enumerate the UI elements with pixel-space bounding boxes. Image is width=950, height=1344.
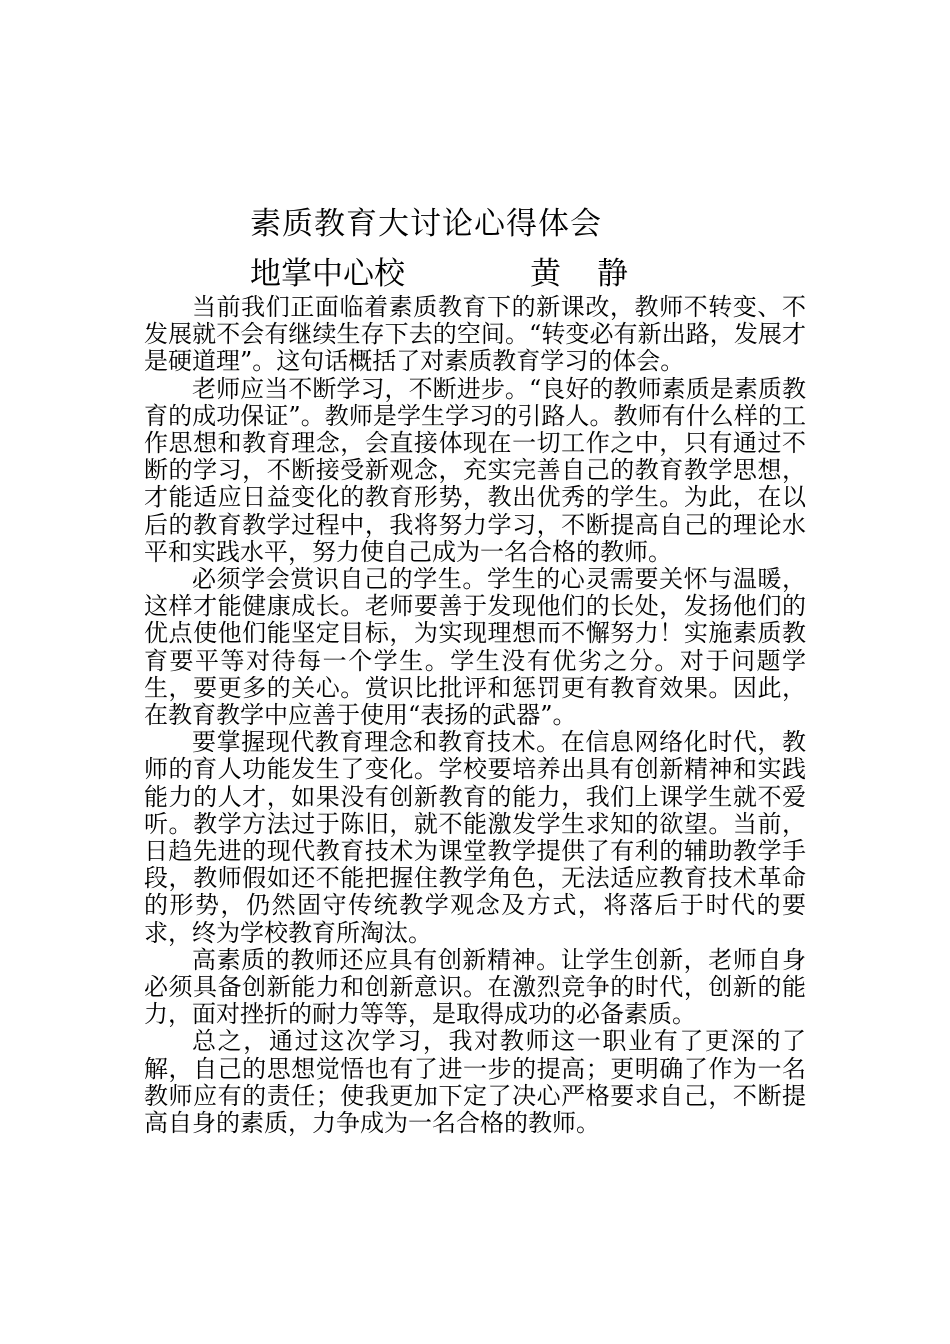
paragraph: 总之，通过这次学习，我对教师这一职业有了更深的了解，自己的思想觉悟也有了进一步的提高；更明确了作为一名教师应有的责任；使我更加下定了决心严格要求自己，不断提高自身的素质，力争成为一名合格的教师。 xyxy=(144,1027,806,1138)
paragraph: 当前我们正面临着素质教育下的新课改，教师不转变、不发展就不会有继续生存下去的空间。“转变必有新出路，发展才是硬道理”。这句话概括了对素质教育学习的体会。 xyxy=(144,293,806,376)
byline xyxy=(250,250,664,298)
document-title: 素质教育大讨论心得体会 xyxy=(250,206,602,242)
paragraph: 要掌握现代教育理念和教育技术。在信息网络化时代，教师的育人功能发生了变化。学校要培养出具有创新精神和实践能力的人才，如果没有创新教育的能力，我们上课学生就不爱听。教学方法过于陈旧，就不能激发学生求知的欲望。当前，日趋先进的现代教育技术为课堂教学提供了有利的辅助教学手段，教师假如还不能把握住教学角色，无法适应教育技术革命的形势，仍然固守传统教学观念及方式，将落后于时代的要求，终为学校教育所淘汰。 xyxy=(144,728,806,947)
paragraph: 高素质的教师还应具有创新精神。让学生创新，老师自身必须具备创新能力和创新意识。在激烈竞争的时代，创新的能力，面对挫折的耐力等等，是取得成功的必备素质。 xyxy=(144,945,806,1029)
document-body xyxy=(144,294,806,1137)
school-name: 地掌中心校 xyxy=(250,256,405,292)
paragraph: 必须学会赏识自己的学生。学生的心灵需要关怀与温暖，这样才能健康成长。老师要善于发现他们的长处，发扬他们的优点使他们能坚定目标，为实现理想而不懈努力！实施素质教育要平等对待每一个学生。学生没有优劣之分。对于问题学生，要更多的关心。赏识比批评和惩罚更有教育效果。因此，在教育教学中应善于使用“表扬的武器”。 xyxy=(144,565,806,730)
paragraph: 老师应当不断学习，不断进步。“良好的教师素质是素质教育的成功保证”。教师是学生学习的引路人。教师有什么样的工作思想和教育理念，会直接体现在一切工作之中，只有通过不断的学习，不断接受新观念，充实完善自己的教育教学思想，才能适应日益变化的教育形势，教出优秀的学生。为此，在以后的教育教学过程中，我将努力学习，不断提高自己的理论水平和实践水平，努力使自己成为一名合格的教师。 xyxy=(144,374,806,566)
author-name: 黄静 xyxy=(530,256,664,292)
